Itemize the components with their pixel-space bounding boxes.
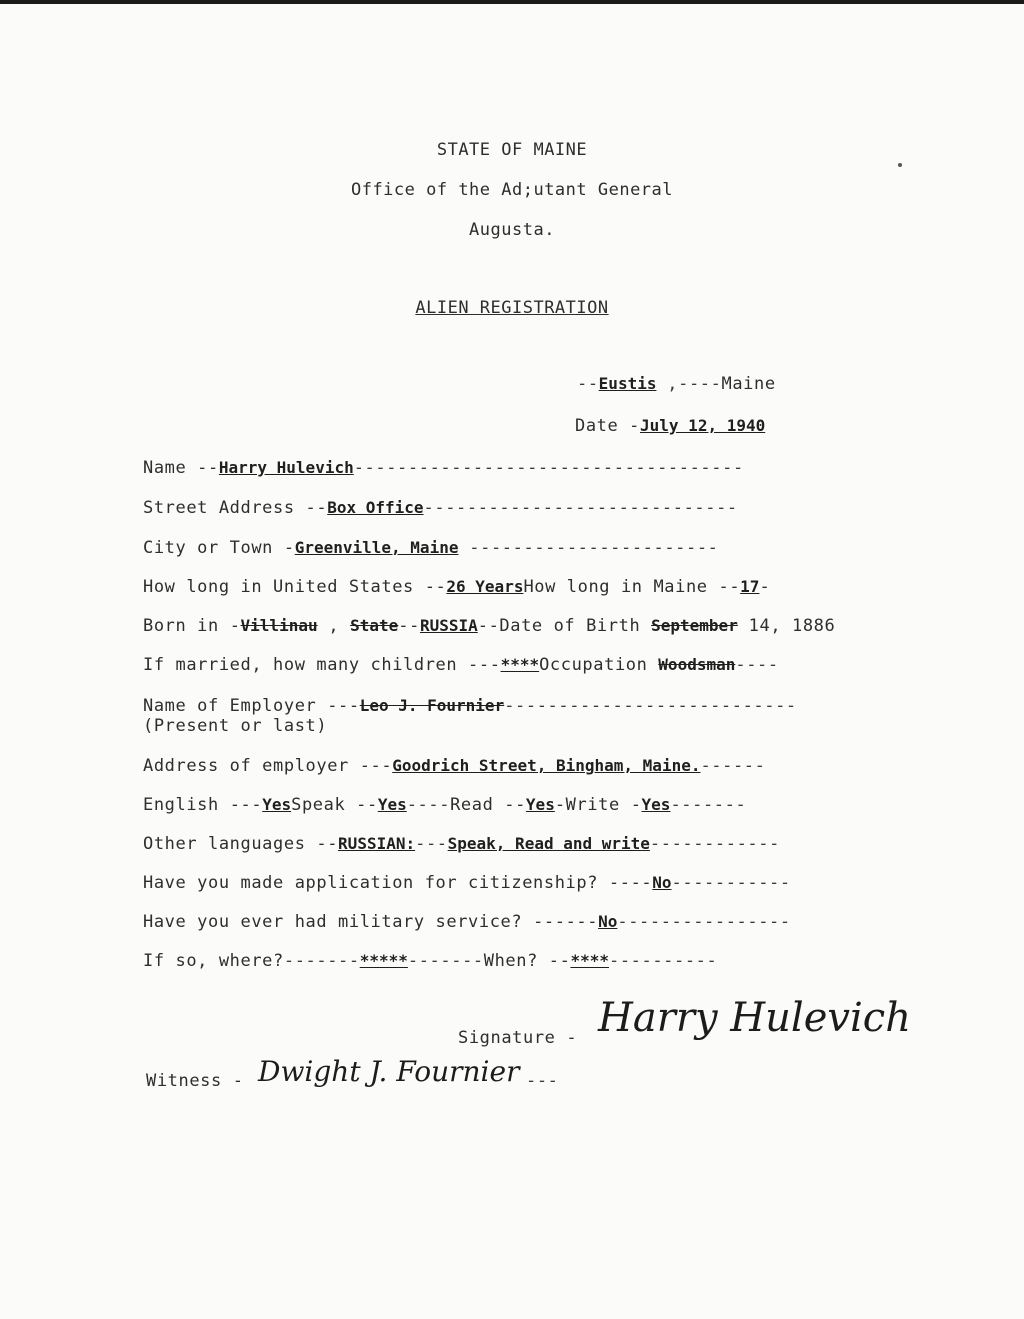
read-value: Yes (525, 795, 555, 814)
languages-value: RUSSIAN: (338, 834, 416, 853)
birth-line: Born in -Villinau , State--RUSSIA--Date of Birth September 14, 1886 (143, 616, 836, 636)
military-value: No (598, 912, 618, 931)
occupation-label: Occupation (539, 655, 648, 675)
languages-line: Other languages --RUSSIAN:---Speak, Read and write------------ (143, 834, 780, 854)
born-state-value: RUSSIA (419, 616, 478, 635)
military-line: Have you ever had military service? ------No---------------- (143, 912, 791, 932)
street-value: Box Office (327, 498, 424, 517)
read-label: Read (450, 795, 494, 815)
children-value: **** (500, 655, 540, 674)
citizenship-value: No (652, 873, 672, 892)
employer-address-label: Address of employer (143, 756, 349, 776)
citizenship-label: Have you made application for citizenship? (143, 873, 599, 893)
signature-line: Signature - (458, 1028, 578, 1048)
english-label: English (143, 795, 219, 815)
languages-detail: Speak, Read and write (447, 834, 650, 853)
dob-label: Date of Birth (499, 616, 641, 636)
write-value: Yes (641, 795, 671, 814)
dob-rest: 14, 1886 (748, 616, 836, 636)
military-label: Have you ever had military service? (143, 912, 523, 932)
place-state: Maine (721, 374, 776, 394)
speak-label: Speak (291, 795, 346, 815)
speak-value: Yes (377, 795, 407, 814)
born-state-label: State (350, 616, 399, 635)
place-town: Eustis (598, 374, 657, 393)
when-value: **** (570, 951, 609, 970)
name-line: Name --Harry Hulevich------------------------------------ (143, 458, 744, 478)
citizenship-line: Have you made application for citizenship? ----No----------- (143, 873, 791, 893)
write-label: Write (565, 795, 620, 815)
header-state: STATE OF MAINE (436, 140, 588, 160)
dob-month: September (651, 616, 738, 635)
where-label: If so, where? (143, 951, 284, 971)
ink-speck (898, 163, 902, 167)
city-label: City or Town (143, 538, 274, 558)
born-value: Villinau (240, 616, 318, 635)
signature-label: Signature (458, 1028, 556, 1048)
where-value: ***** (359, 951, 408, 970)
witness-trail: --- (526, 1071, 559, 1091)
city-line: City or Town -Greenville, Maine ----------------------- (143, 538, 719, 558)
place-line: --Eustis ,----Maine (577, 374, 776, 394)
employer-address-line: Address of employer ---Goodrich Street, Bingham, Maine.------ (143, 756, 766, 776)
signature-value: Harry Hulevich (598, 995, 911, 1041)
us-years-value: 26 Years (446, 577, 524, 596)
born-label: Born in (143, 616, 219, 636)
header-office: Office of the Ad;utant General (350, 180, 674, 200)
children-line: If married, how many children ---****Occupation Woodsman---- (143, 655, 779, 675)
date-line: Date -July 12, 1940 (575, 416, 766, 436)
street-line: Street Address --Box Office----------------------------- (143, 498, 738, 518)
city-value: Greenville, Maine (294, 538, 459, 557)
witness-value: Dwight J. Fournier (258, 1055, 520, 1088)
employer-value: Leo J. Fournier (359, 696, 505, 715)
employer-address-value: Goodrich Street, Bingham, Maine. (392, 756, 701, 775)
residence-line: How long in United States --26 YearsHow long in Maine --17- (143, 577, 771, 597)
header-city: Augusta. (469, 220, 555, 240)
street-label: Street Address (143, 498, 295, 518)
date-value: July 12, 1940 (640, 416, 766, 435)
employer-line: Name of Employer ---Leo J. Fournier--------------------------- (143, 696, 797, 716)
maine-years-value: 17 (740, 577, 760, 596)
english-line: English ---YesSpeak --Yes----Read --Yes-Write -Yes------- (143, 795, 747, 815)
name-label: Name (143, 458, 187, 478)
witness-label: Witness (146, 1071, 222, 1091)
form-title: ALIEN REGISTRATION (415, 298, 609, 318)
where-line: If so, where?-------*****-------When? --****---------- (143, 951, 718, 971)
occupation-value: Woodsman (658, 655, 736, 674)
scan-border (0, 0, 1024, 4)
witness-line: Witness - (146, 1071, 244, 1091)
name-value: Harry Hulevich (218, 458, 354, 477)
employer-label: Name of Employer (143, 696, 317, 716)
date-label: Date (575, 416, 619, 436)
when-label: When? (483, 951, 538, 971)
us-years-label: How long in United States (143, 577, 414, 597)
languages-label: Other languages (143, 834, 306, 854)
english-value: Yes (262, 795, 292, 814)
employer-sublabel: (Present or last) (143, 716, 328, 736)
children-label: If married, how many children (143, 655, 458, 675)
maine-years-label: How long in Maine (523, 577, 708, 597)
